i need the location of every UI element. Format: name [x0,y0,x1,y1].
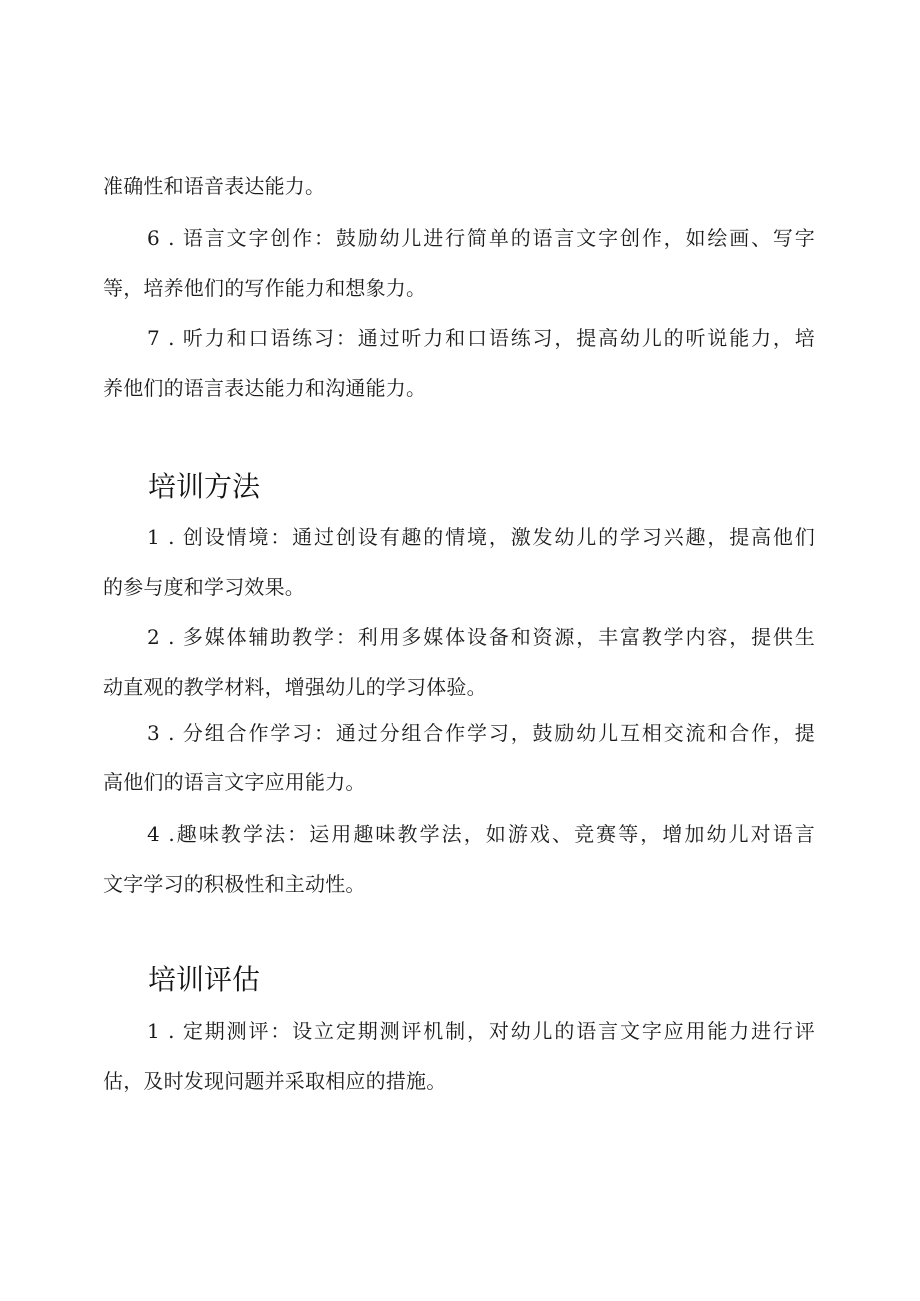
method-item-4-line-2: 文字学习的积极性和主动性。 [103,872,366,896]
list-item-6-line-1: 6 . 语言文字创作：鼓励幼儿进行简单的语言文字创作，如绘画、写字 [147,226,815,250]
list-item-6-line-2: 等，培养他们的写作能力和想象力。 [103,276,427,300]
list-item-7-line-1: 7 . 听力和口语练习：通过听力和口语练习，提高幼儿的听说能力，培 [147,326,815,350]
evaluation-item-1-line-2: 估，及时发现问题并采取相应的措施。 [103,1069,447,1093]
list-item-7-line-2: 养他们的语言表达能力和沟通能力。 [103,376,427,400]
method-item-2-line-1: 2 . 多媒体辅助教学：利用多媒体设备和资源，丰富教学内容，提供生 [147,625,815,649]
method-item-3-line-2: 高他们的语言文字应用能力。 [103,770,366,794]
method-item-3-line-1: 3 . 分组合作学习：通过分组合作学习，鼓励幼儿互相交流和合作，提 [147,721,815,745]
method-item-1-line-1: 1 . 创设情境：通过创设有趣的情境，激发幼儿的学习兴趣，提高他们 [147,525,815,549]
evaluation-item-1-line-1: 1 . 定期测评：设立定期测评机制，对幼儿的语言文字应用能力进行评 [147,1019,815,1043]
section-heading-methods: 培训方法 [148,470,261,503]
paragraph-line: 准确性和语音表达能力。 [103,174,326,198]
method-item-2-line-2: 动直观的教学材料，增强幼儿的学习体验。 [103,675,487,699]
method-item-4-line-1: 4 .趣味教学法：运用趣味教学法，如游戏、竞赛等，增加幼儿对语言 [147,822,815,846]
section-heading-evaluation: 培训评估 [148,963,261,996]
method-item-1-line-2: 的参与度和学习效果。 [103,575,305,599]
